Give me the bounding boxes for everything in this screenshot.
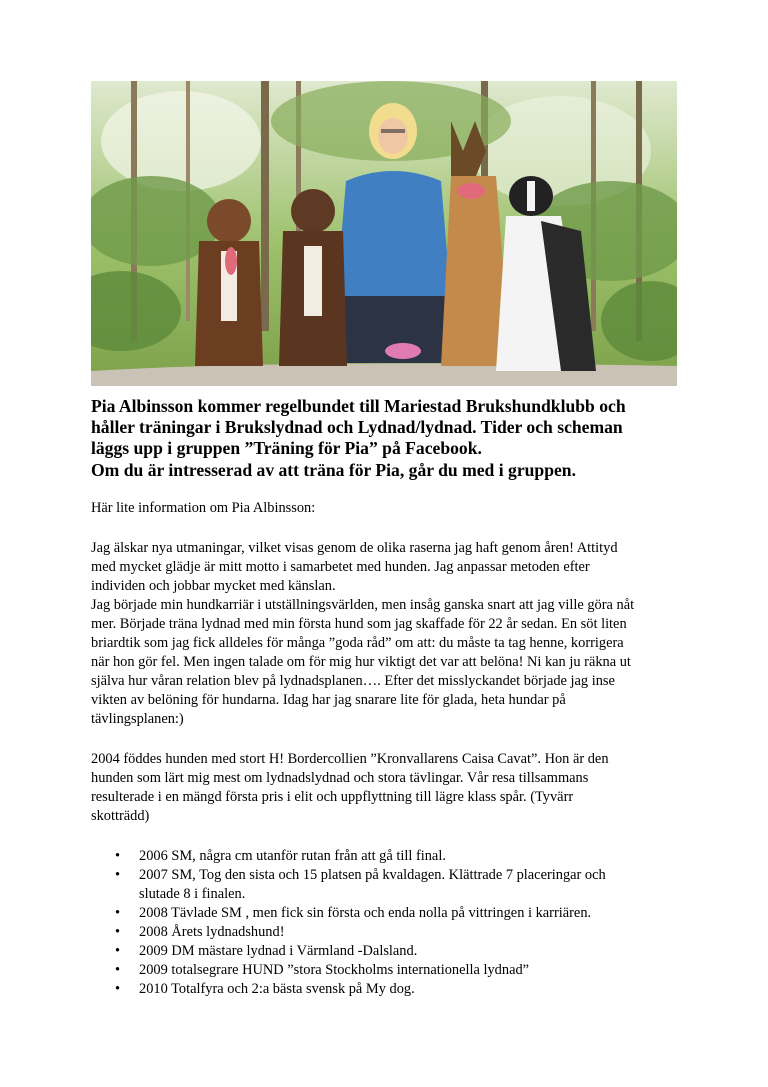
list-item bbox=[91, 847, 691, 866]
list-item-text: 2008 Tävlade SM , men fick sin första och enda nolla på vittringen i karriären. bbox=[139, 905, 592, 921]
bullet-icon: • bbox=[115, 962, 121, 978]
achievements-list bbox=[91, 847, 691, 999]
heading-line: Pia Albinsson kommer regelbundet till Mariestad Brukshundklubb och bbox=[91, 396, 626, 416]
heading-line: läggs upp i gruppen ”Träning för Pia” på Facebook. bbox=[91, 438, 482, 459]
heading-line: Om du är intresserad av att träna för Pia, går du med i gruppen. bbox=[91, 459, 576, 480]
list-item bbox=[91, 866, 691, 904]
bullet-icon: • bbox=[115, 848, 121, 864]
paragraph-line: Jag började min hundkarriär i utställningsvärlden, men insåg ganska snart att jag ville göra nåt bbox=[91, 597, 635, 613]
paragraph-line: hunden som lärt mig mest om lydnadslydnad och stora tävlingar. Vår resa tillsammans bbox=[91, 770, 589, 786]
list-item-text: 2006 SM, några cm utanför rutan från att gå till final. bbox=[139, 848, 446, 864]
intro-line: Här lite information om Pia Albinsson: bbox=[91, 500, 316, 516]
bio-paragraph bbox=[91, 539, 691, 729]
list-item-text: 2010 Totalfyra och 2:a bästa svensk på My dog. bbox=[139, 981, 415, 997]
paragraph-line: med mycket glädje är mitt motto i samarbetet med hunden. Jag anpassar metoden efter bbox=[91, 559, 590, 575]
paragraph-line: Jag älskar nya utmaningar, vilket visas genom de olika raserna jag haft genom åren! Attityd bbox=[91, 540, 618, 556]
paragraph-line: tävlingsplanen:) bbox=[91, 711, 184, 727]
list-item-text: 2009 totalsegrare HUND ”stora Stockholms internationella lydnad” bbox=[139, 962, 530, 978]
info-heading bbox=[91, 396, 691, 481]
bullet-icon: • bbox=[115, 867, 121, 883]
list-item bbox=[91, 923, 691, 942]
list-item-text: 2009 DM mästare lydnad i Värmland -Dalsland. bbox=[139, 943, 418, 959]
bullet-icon: • bbox=[115, 943, 121, 959]
paragraph-line: resulterade i en mängd första pris i elit och uppflyttning till lägre klass spår. (Tyvärr bbox=[91, 789, 574, 805]
paragraph-line: skotträdd) bbox=[91, 808, 150, 824]
list-item-text: 2007 SM, Tog den sista och 15 platsen på kvaldagen. Klättrade 7 placeringar och bbox=[139, 867, 606, 883]
bullet-icon: • bbox=[115, 905, 121, 921]
list-item-text: slutade 8 i finalen. bbox=[139, 886, 246, 902]
list-item bbox=[91, 942, 691, 961]
list-item bbox=[91, 904, 691, 923]
list-item bbox=[91, 961, 691, 980]
paragraph-line: briardtik som jag fick alldeles för många ”goda råd” om att: du måste ta tag henne, korrigera bbox=[91, 635, 624, 651]
bullet-icon: • bbox=[115, 981, 121, 997]
paragraph-line: mer. Började träna lydnad med min första hund som jag skaffade för 22 år sedan. En söt liten bbox=[91, 616, 627, 632]
bullet-icon: • bbox=[115, 924, 121, 940]
paragraph-line: när hon gör fel. Men ingen talade om för mig hur viktigt det var att belöna! Ni kan ju räkna ut bbox=[91, 654, 631, 670]
dogs-photo bbox=[91, 81, 677, 386]
list-item-text: 2008 Årets lydnadshund! bbox=[139, 924, 285, 940]
list-item bbox=[91, 980, 691, 999]
intro-text bbox=[91, 499, 691, 518]
dog-paragraph bbox=[91, 750, 691, 826]
paragraph-line: vikten av belöning för hundarna. Idag har jag snarare lite för glada, heta hundar på bbox=[91, 692, 566, 708]
paragraph-line: individen och jobbar mycket med känslan. bbox=[91, 578, 336, 594]
heading-line: håller träningar i Brukslydnad och Lydnad/lydnad. Tider och scheman bbox=[91, 417, 623, 438]
paragraph-line: själva hur våran relation blev på lydnadsplanen…. Efter det misslyckandet började jag inse bbox=[91, 673, 615, 689]
paragraph-line: 2004 föddes hunden med stort H! Bordercollien ”Kronvallarens Caisa Cavat”. Hon är den bbox=[91, 751, 609, 767]
